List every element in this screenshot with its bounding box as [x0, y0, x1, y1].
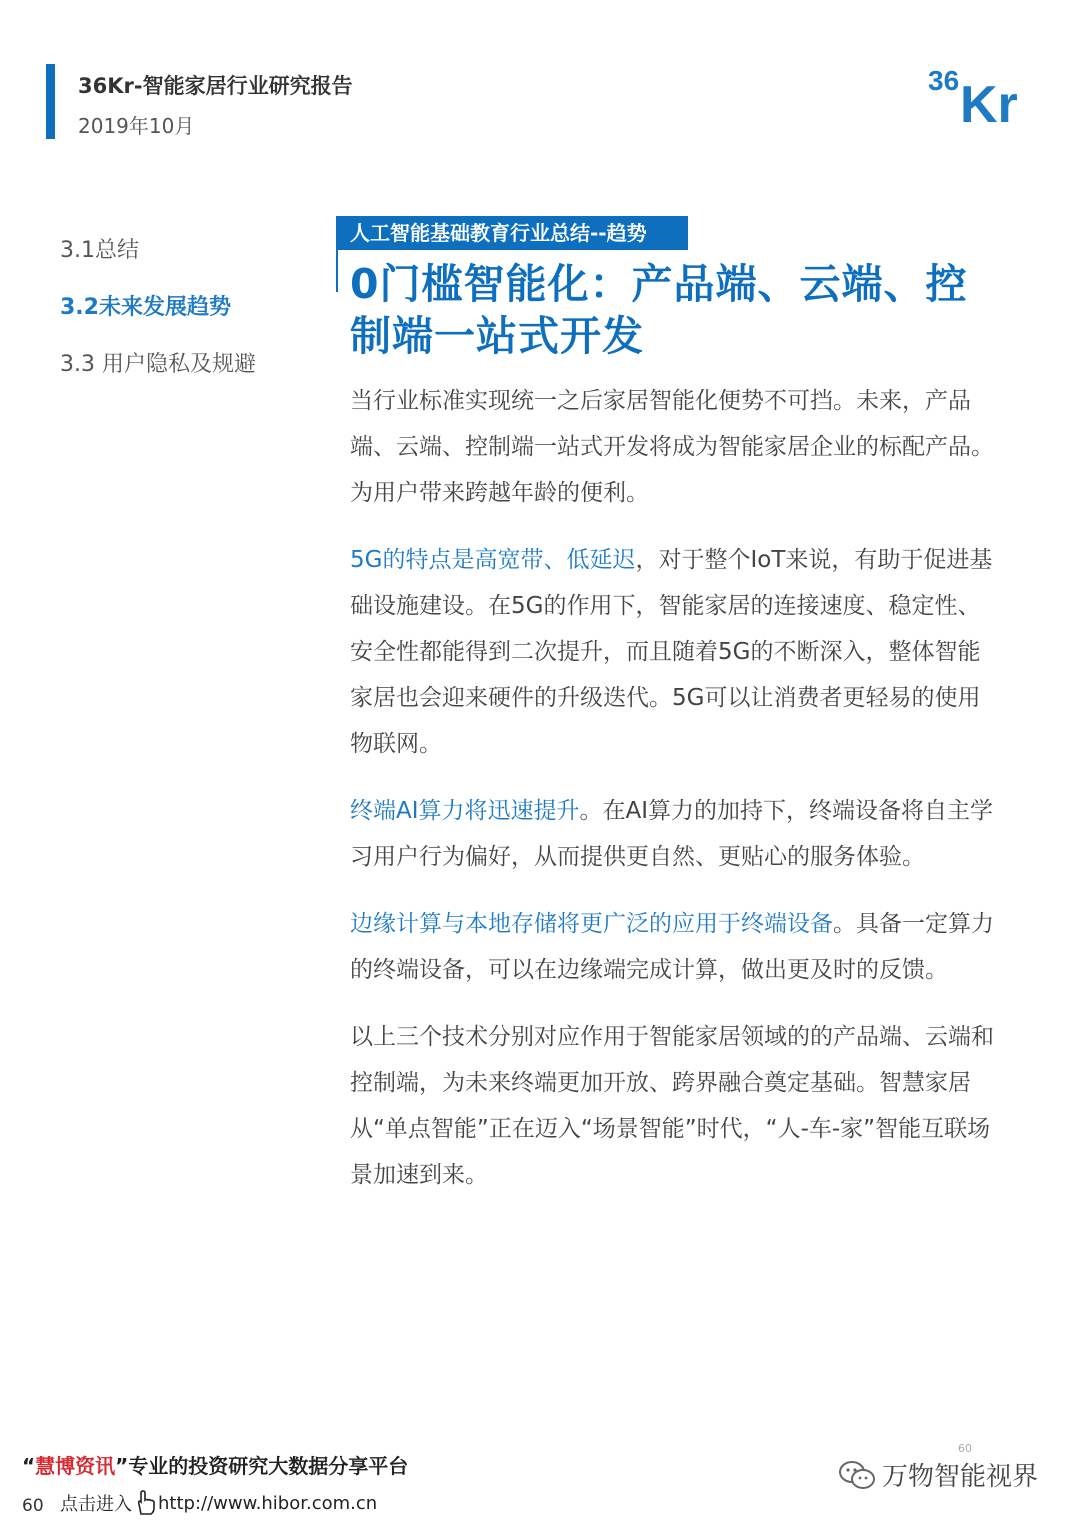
highlight-edge: 边缘计算与本地存储将更广泛的应用于终端设备 [350, 911, 833, 937]
wechat-account-name: 万物智能视界 [882, 1462, 1039, 1492]
brand-open-quote: “ [22, 1454, 36, 1478]
pointing-hand-icon [134, 1490, 156, 1516]
report-date: 2019年10月 [78, 114, 195, 138]
headline-line-2: 制端一站式开发 [350, 312, 644, 360]
page-footer [0, 1430, 1080, 1527]
header-accent-bar [46, 64, 55, 139]
highlight-5g: 5G的特点是高宽带、低延迟 [350, 547, 636, 573]
paragraph-ai [350, 788, 995, 880]
paragraph-5g [350, 537, 995, 767]
paragraph-edge-text: 。具备一定算力的终端设备，可以在边缘端完成计算，做出更及时的反馈。 [350, 911, 994, 983]
article-body [350, 378, 995, 1219]
enter-label: 点击进入 [60, 1494, 132, 1515]
page-number-small: 60 [958, 1442, 972, 1455]
section-nav [60, 232, 320, 403]
36kr-logo [926, 60, 1044, 130]
wechat-account [838, 1456, 1038, 1493]
enter-link[interactable] [60, 1490, 377, 1516]
logo-text-main: Kr [960, 76, 1018, 130]
nav-item-future-trends[interactable]: 3.2未来发展趋势 [60, 295, 231, 320]
site-url[interactable]: http://www.hibor.com.cn [158, 1492, 378, 1514]
nav-item-privacy[interactable]: 3.3 用户隐私及规避 [60, 352, 256, 377]
paragraph-intro: 当行业标准实现统一之后家居智能化便势不可挡。未来，产品端、云端、控制端一站式开发将成为智能家居企业的标配产品。为用户带来跨越年龄的便利。 [350, 388, 994, 506]
brand-description: 专业的投资研究大数据分享平台 [128, 1454, 409, 1478]
wechat-icon [838, 1459, 876, 1491]
page-number: 60 [22, 1496, 44, 1516]
paragraph-edge [350, 901, 995, 993]
brand-line [22, 1450, 408, 1479]
paragraph-conclusion: 以上三个技术分别对应作用于智能家居领域的的产品端、云端和控制端，为未来终端更加开放、跨界融合奠定基础。智慧家居从“单点智能”正在迈入“场景智能”时代，“人-车-家”智能互联场景加速到来。 [350, 1024, 994, 1188]
section-headline [350, 258, 1000, 362]
report-title: 36Kr-智能家居行业研究报告 [78, 74, 353, 98]
section-tag: 人工智能基础教育行业总结--趋势 [338, 216, 688, 250]
paragraph-5g-text: ，对于整个IoT来说，有助于促进基础设施建设。在5G的作用下，智能家居的连接速度、稳定性、安全性都能得到二次提升，而且随着5G的不断深入，整体智能家居也会迎来硬件的升级迭代。5G可以让消费者更轻易的使用物联网。 [350, 547, 993, 757]
brand-close-quote: ” [115, 1454, 129, 1478]
nav-item-summary[interactable]: 3.1总结 [60, 238, 139, 263]
logo-text-top: 36 [928, 65, 960, 96]
headline-line-1: 0门槛智能化：产品端、云端、控 [350, 260, 968, 308]
brand-name: 慧博资讯 [35, 1454, 116, 1478]
highlight-ai: 终端AI算力将迅速提升 [350, 798, 580, 824]
paragraph-ai-text: 。在AI算力的加持下，终端设备将自主学习用户行为偏好，从而提供更自然、更贴心的服务体验。 [350, 798, 994, 870]
